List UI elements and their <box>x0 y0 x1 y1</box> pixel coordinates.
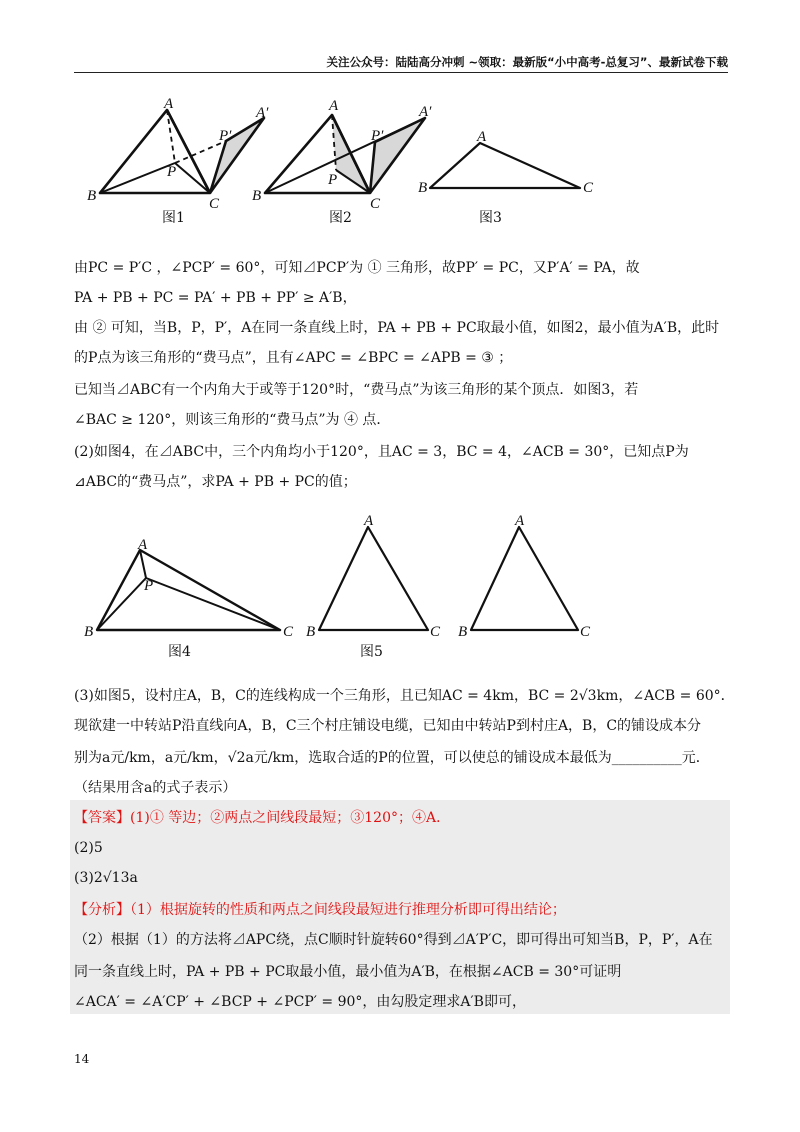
fig1-caption: 图1 <box>162 210 185 226</box>
text-line-4: 的P点为该三角形的“费马点”，且有∠APC = ∠BPC = ∠APB = ③ ； <box>74 350 513 366</box>
text-line-12: （结果用含a的式子表示） <box>74 780 237 796</box>
text-line-3: 由 ② 可知，当B，P，P′，A在同一条直线上时，PA + PB + PC取最小值，如图2，最小值为A′B，此时 <box>74 320 720 336</box>
svg-text:A: A <box>329 98 339 114</box>
svg-text:B: B <box>252 188 262 204</box>
svg-text:P: P <box>144 578 154 594</box>
text-line-7: (2)如图4，在⊿ABC中，三个内角均小于120°，且AC = 3，BC = 4，∠ACB = 30°，已知点P为 <box>74 444 689 460</box>
fig4-caption: 图4 <box>168 644 191 660</box>
fig3-triangle <box>430 143 580 188</box>
svg-text:C: C <box>580 624 591 640</box>
text-line-6: ∠BAC ≥ 120°，则该三角形的“费马点”为 ④ 点． <box>74 412 391 428</box>
text-line-1: 由PC = P′C ，∠PCP′ = 60°，可知⊿PCP′为 ① 三角形，故PP′ = PC，又P′A′ = PA，故 <box>74 260 640 276</box>
svg-text:P: P <box>328 172 338 188</box>
svg-text:C: C <box>370 196 381 212</box>
fig1-triangle-abc <box>100 110 210 193</box>
analysis-line-1: 【分析】（1）根据旋转的性质和两点之间线段最短进行推理分析即可得出结论； <box>74 902 566 918</box>
svg-text:C: C <box>283 624 294 640</box>
analysis-line-4: ∠ACA′ = ∠A′CP′ + ∠BCP + ∠PCP′ = 90°，由勾股定理求A′B即可， <box>74 994 526 1010</box>
svg-text:A: A <box>138 537 148 553</box>
text-line-2: PA + PB + PC = PA′ + PB + PP′ ≥ A′B， <box>74 290 357 306</box>
svg-text:A: A <box>515 513 525 529</box>
svg-text:B: B <box>458 624 468 640</box>
svg-text:C: C <box>430 624 441 640</box>
analysis-line-3: 同一条直线上时，PA + PB + PC取最小值，最小值为A′B，在根据∠ACB = 30°可证明 <box>74 964 622 980</box>
text-line-11: 别为a元/km，a元/km，√2a元/km，选取合适的P的位置，可以使总的铺设成本最低为__________元． <box>74 750 710 766</box>
svg-text:B: B <box>84 624 94 640</box>
page-number: 14 <box>74 1052 90 1066</box>
fig3-caption: 图3 <box>479 210 502 226</box>
svg-text:B: B <box>306 624 316 640</box>
svg-text:C: C <box>209 196 220 212</box>
svg-text:P: P <box>167 164 177 180</box>
text-line-9: (3)如图5，设村庄A，B，C的连线构成一个三角形，且已知AC = 4km，BC = 2√3km，∠ACB = 60°． <box>74 688 735 704</box>
fig4-triangle <box>97 550 280 630</box>
answer-line-1: 【答案】(1)① 等边；②两点之间线段最短；③120°；④A． <box>74 810 451 826</box>
answer-line-2: (2)5 <box>74 840 103 856</box>
svg-text:A: A <box>364 513 374 529</box>
svg-text:P′: P′ <box>371 128 384 144</box>
svg-text:A: A <box>164 96 174 112</box>
text-line-5: 已知当⊿ABC有一个内角大于或等于120°时，“费马点”为该三角形的某个顶点．如图3，若 <box>74 382 639 398</box>
fig2-caption: 图2 <box>329 210 352 226</box>
svg-text:A: A <box>477 129 487 145</box>
svg-text:A′: A′ <box>256 105 269 121</box>
answer-line-3: (3)2√13a <box>74 870 138 886</box>
svg-text:P′: P′ <box>219 128 232 144</box>
svg-text:A′: A′ <box>419 104 432 120</box>
fig6-triangle <box>471 527 578 630</box>
svg-text:C: C <box>583 180 594 196</box>
fig5-caption: 图5 <box>360 644 383 660</box>
analysis-line-2: （2）根据（1）的方法将⊿APC绕，点C顺时针旋转60°得到⊿A′P′C，即可得出可知当B，P，P′，A在 <box>74 932 713 948</box>
svg-text:B: B <box>418 180 428 196</box>
text-line-8: ⊿ABC的“费马点”，求PA + PB + PC的值； <box>74 474 357 490</box>
fig5-triangle <box>319 527 428 630</box>
text-line-10: 现欲建一中转站P沿直线向A，B，C三个村庄铺设电缆，已知由中转站P到村庄A，B，C的铺设成本分 <box>74 718 702 734</box>
page-header: 关注公众号：陆陆高分冲刺 ~领取：最新版“小中高考-总复习”、最新试卷下载 <box>74 52 728 73</box>
svg-text:B: B <box>87 188 97 204</box>
